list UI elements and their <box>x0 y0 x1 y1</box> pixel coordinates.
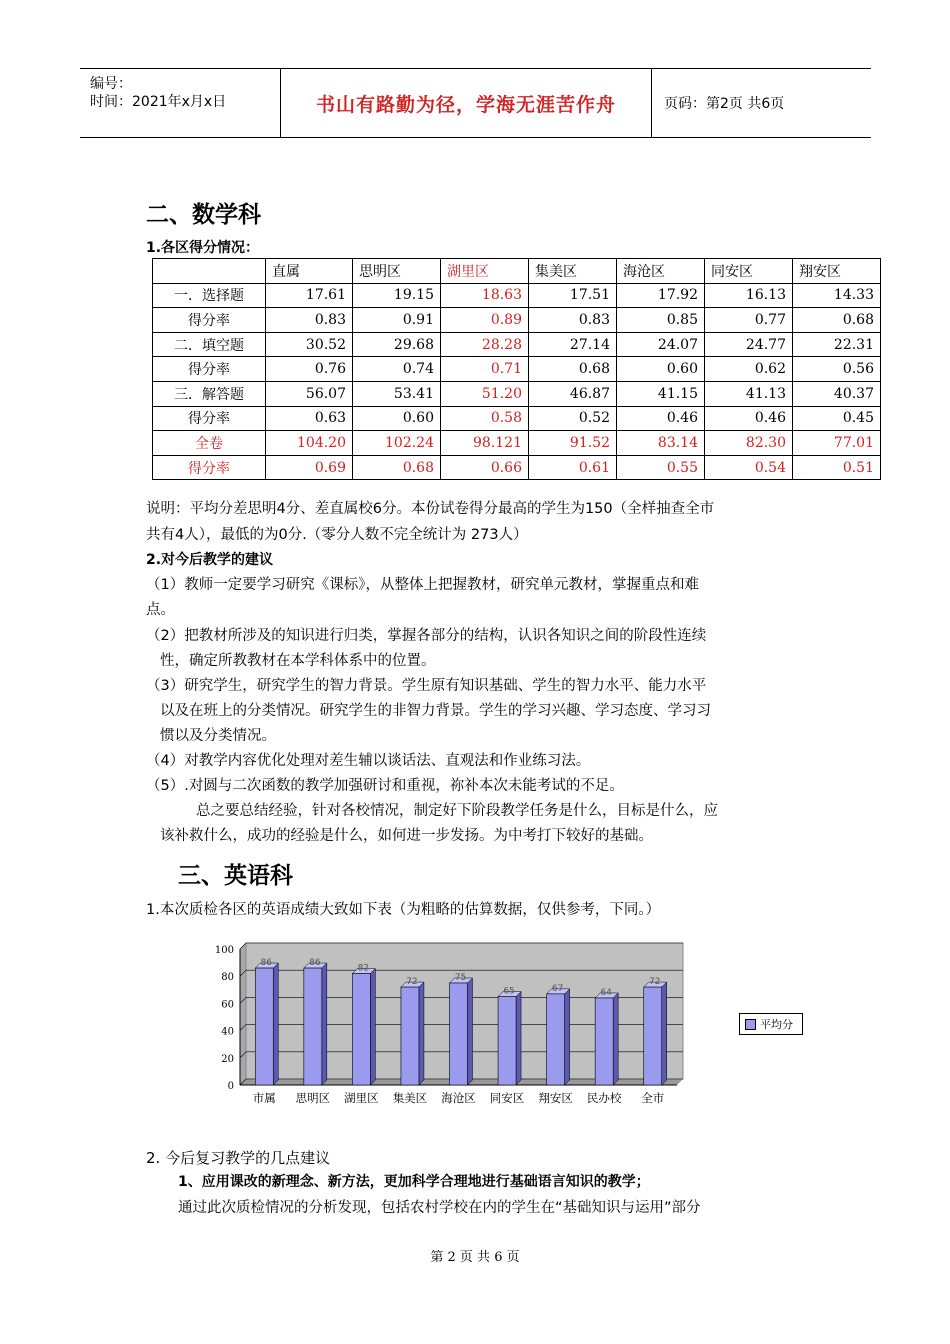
math-section-title: 二、数学科 <box>146 202 261 228</box>
y-tick-label: 60 <box>221 999 234 1011</box>
english-para: 通过此次质检情况的分析发现，包括农村学校在内的学生在“基础知识与运用”部分 <box>178 1200 701 1216</box>
table-cell: 19.15 <box>353 283 441 308</box>
table-cell: 18.63 <box>441 283 529 308</box>
bar-side <box>322 963 327 1085</box>
column-header: 同安区 <box>705 259 793 284</box>
table-cell: 0.85 <box>617 308 705 333</box>
bar <box>450 983 468 1085</box>
bar-side <box>468 978 473 1085</box>
table-cell: 0.61 <box>529 455 617 480</box>
table-cell: 82.30 <box>705 431 793 456</box>
table-cell: 0.55 <box>617 455 705 480</box>
bar-side <box>565 989 570 1085</box>
table-cell: 0.68 <box>793 308 881 333</box>
table-cell: 30.52 <box>266 332 353 357</box>
data-label: 82 <box>357 963 370 974</box>
table-cell: 14.33 <box>793 283 881 308</box>
x-category-label: 湖里区 <box>344 1091 379 1105</box>
bar-side <box>516 992 521 1085</box>
suggestion-text: （1）教师一定要学习研究《课标》，从整体上把握教材，研究单元教材，掌握重点和难 <box>146 577 699 593</box>
table-cell: 0.54 <box>705 455 793 480</box>
data-label: 75 <box>454 973 467 983</box>
table-header-row <box>153 259 881 284</box>
y-tick-label: 80 <box>221 972 234 984</box>
table-cell: 53.41 <box>353 381 441 406</box>
table-cell: 0.71 <box>441 357 529 382</box>
table-cell: 98.121 <box>441 431 529 456</box>
bar <box>352 973 370 1085</box>
table-cell: 41.13 <box>705 381 793 406</box>
table-cell: 77.01 <box>793 431 881 456</box>
x-category-label: 思明区 <box>295 1091 331 1105</box>
table-cell: 0.45 <box>793 406 881 431</box>
y-tick-label: 40 <box>221 1026 234 1038</box>
data-label: 65 <box>503 986 515 997</box>
table-cell: 51.20 <box>441 381 529 406</box>
table-cell: 0.83 <box>529 308 617 333</box>
table-cell: 22.31 <box>793 332 881 357</box>
header-page-cell <box>652 69 871 137</box>
english-point1: 1、应用课改的新理念、新方法，更加科学合理地进行基础语言知识的教学； <box>178 1174 650 1190</box>
legend-swatch <box>745 1019 756 1030</box>
table-cell: 102.24 <box>353 431 441 456</box>
table-row <box>153 381 881 406</box>
table-cell: 56.07 <box>266 381 353 406</box>
table-cell: 0.58 <box>441 406 529 431</box>
page-label: 页码：第2页 共6页 <box>664 96 785 112</box>
english-chart <box>200 935 690 1114</box>
data-label: 72 <box>648 977 661 988</box>
table-cell: 16.13 <box>705 283 793 308</box>
data-label: 86 <box>260 958 273 969</box>
bar <box>498 997 516 1085</box>
table-cell: 46.87 <box>529 381 617 406</box>
table-cell: 0.76 <box>266 357 353 382</box>
table-cell: 40.37 <box>793 381 881 406</box>
header-motto-cell <box>281 69 652 137</box>
suggestion-text: 以及在班上的分类情况。研究学生的非智力背景。学生的学习兴趣、学习态度、学习习 <box>160 703 711 719</box>
chart-legend <box>739 1013 803 1035</box>
page-footer: 第 2 页 共 6 页 <box>430 1250 520 1265</box>
suggestion-text: （3）研究学生，研究学生的智力背景。学生原有知识基础、学生的智力水平、能力水平 <box>146 678 707 694</box>
math-subtitle: 1.各区得分情况： <box>146 240 260 256</box>
table-cell: 104.20 <box>266 431 353 456</box>
table-cell: 0.63 <box>266 406 353 431</box>
row-label: 得分率 <box>153 406 266 431</box>
table-cell: 0.46 <box>705 406 793 431</box>
x-category-label: 同安区 <box>489 1091 525 1105</box>
suggestion-text: 点。 <box>146 602 175 618</box>
y-tick-label: 20 <box>221 1053 234 1065</box>
bar <box>304 968 322 1085</box>
row-label: 二．填空题 <box>153 332 266 357</box>
table-cell: 0.66 <box>441 455 529 480</box>
data-label: 72 <box>406 977 418 988</box>
x-category-label: 全市 <box>641 1091 665 1105</box>
bar <box>255 968 273 1085</box>
table-cell: 0.51 <box>793 455 881 480</box>
x-category-label: 海沧区 <box>441 1091 476 1105</box>
table-cell: 0.83 <box>266 308 353 333</box>
table-cell: 0.68 <box>353 455 441 480</box>
bar-side <box>662 982 667 1085</box>
row-label: 全卷 <box>153 431 266 456</box>
bar-side <box>419 982 424 1085</box>
table-row <box>153 357 881 382</box>
table-cell: 17.61 <box>266 283 353 308</box>
page-header <box>80 68 871 138</box>
column-header: 湖里区 <box>441 259 529 284</box>
score-table <box>152 258 881 480</box>
table-cell: 0.77 <box>705 308 793 333</box>
suggestion-text: （2）把教材所涉及的知识进行归类，掌握各部分的结构，认识各知识之间的阶段性连续 <box>146 628 707 644</box>
bar <box>401 987 419 1085</box>
table-cell: 0.68 <box>529 357 617 382</box>
table-cell: 41.15 <box>617 381 705 406</box>
plot-side-wall <box>240 943 246 1085</box>
row-label: 三．解答题 <box>153 381 266 406</box>
motto: 书山有路勤为径，学海无涯苦作舟 <box>315 93 616 116</box>
table-row <box>153 431 881 456</box>
row-label: 一．选择题 <box>153 283 266 308</box>
suggestion-text: （5）.对圆与二次函数的教学加强研讨和重视，祢补本次未能考试的不足。 <box>146 778 624 794</box>
suggestion-text: 惯以及分类情况。 <box>160 728 276 744</box>
english-section-title: 三、英语科 <box>178 863 293 889</box>
column-header: 翔安区 <box>793 259 881 284</box>
table-cell: 0.74 <box>353 357 441 382</box>
table-row <box>153 406 881 431</box>
bar-side <box>370 968 375 1085</box>
table-cell: 0.60 <box>617 357 705 382</box>
table-cell: 91.52 <box>529 431 617 456</box>
x-category-label: 市属 <box>252 1091 276 1105</box>
header-meta <box>80 69 281 137</box>
x-category-label: 翔安区 <box>538 1091 573 1105</box>
suggestion-text: 性，确定所教教材在本学科体系中的位置。 <box>160 653 436 669</box>
table-row <box>153 332 881 357</box>
column-header: 海沧区 <box>617 259 705 284</box>
data-label: 86 <box>309 958 321 969</box>
table-cell: 28.28 <box>441 332 529 357</box>
table-cell: 27.14 <box>529 332 617 357</box>
row-label: 得分率 <box>153 455 266 480</box>
table-corner-cell <box>153 259 266 284</box>
table-cell: 0.91 <box>353 308 441 333</box>
english-intro: 1.本次质检各区的英语成绩大致如下表（为粗略的估算数据，仅供参考，下同。） <box>146 902 661 918</box>
math-note-line: 说明：平均分差思明4分、差直属校6分。本份试卷得分最高的学生为150（全样抽查全市 <box>146 501 715 517</box>
table-cell: 0.46 <box>617 406 705 431</box>
number-label: 编号： <box>90 76 132 92</box>
table-cell: 0.52 <box>529 406 617 431</box>
suggestion-text: （4）对教学内容优化处理对差生辅以谈话法、直观法和作业练习法。 <box>146 753 591 769</box>
bar-side <box>613 993 618 1085</box>
english-sub2: 2. 今后复习教学的几点建议 <box>146 1149 331 1167</box>
suggestion-title: 2.对今后教学的建议 <box>146 552 274 568</box>
table-cell: 24.07 <box>617 332 705 357</box>
math-note-line: 共有4人），最低的为0分.（零分人数不完全统计为 273人） <box>146 527 528 543</box>
summary-text: 总之要总结经验，针对各校情况，制定好下阶段教学任务是什么，目标是什么，应 <box>196 803 718 819</box>
bar <box>595 998 613 1085</box>
summary-text: 该补救什么，成功的经验是什么，如何进一步发扬。为中考打下较好的基础。 <box>160 828 653 844</box>
row-label: 得分率 <box>153 357 266 382</box>
row-label: 得分率 <box>153 308 266 333</box>
table-cell: 0.89 <box>441 308 529 333</box>
x-category-label: 民办校 <box>586 1091 622 1105</box>
table-cell: 24.77 <box>705 332 793 357</box>
bar-side <box>273 963 278 1085</box>
table-row <box>153 308 881 333</box>
table-cell: 83.14 <box>617 431 705 456</box>
data-label: 67 <box>551 983 564 994</box>
y-tick-label: 0 <box>227 1081 234 1092</box>
table-cell: 0.56 <box>793 357 881 382</box>
data-label: 64 <box>600 987 612 998</box>
table-cell: 0.60 <box>353 406 441 431</box>
table-cell: 17.92 <box>617 283 705 308</box>
time-label: 时间：2021年x月x日 <box>90 94 227 110</box>
table-cell: 29.68 <box>353 332 441 357</box>
table-cell: 0.69 <box>266 455 353 480</box>
legend-label: 平均分 <box>760 1018 793 1031</box>
table-row <box>153 455 881 480</box>
table-cell: 0.62 <box>705 357 793 382</box>
y-tick-label: 100 <box>214 945 234 956</box>
bar <box>644 987 662 1085</box>
column-header: 集美区 <box>529 259 617 284</box>
bar-chart-svg <box>200 935 690 1110</box>
column-header: 思明区 <box>353 259 441 284</box>
bar <box>547 994 565 1085</box>
column-header: 直属 <box>266 259 353 284</box>
table-row <box>153 283 881 308</box>
table-cell: 17.51 <box>529 283 617 308</box>
x-category-label: 集美区 <box>392 1091 428 1105</box>
